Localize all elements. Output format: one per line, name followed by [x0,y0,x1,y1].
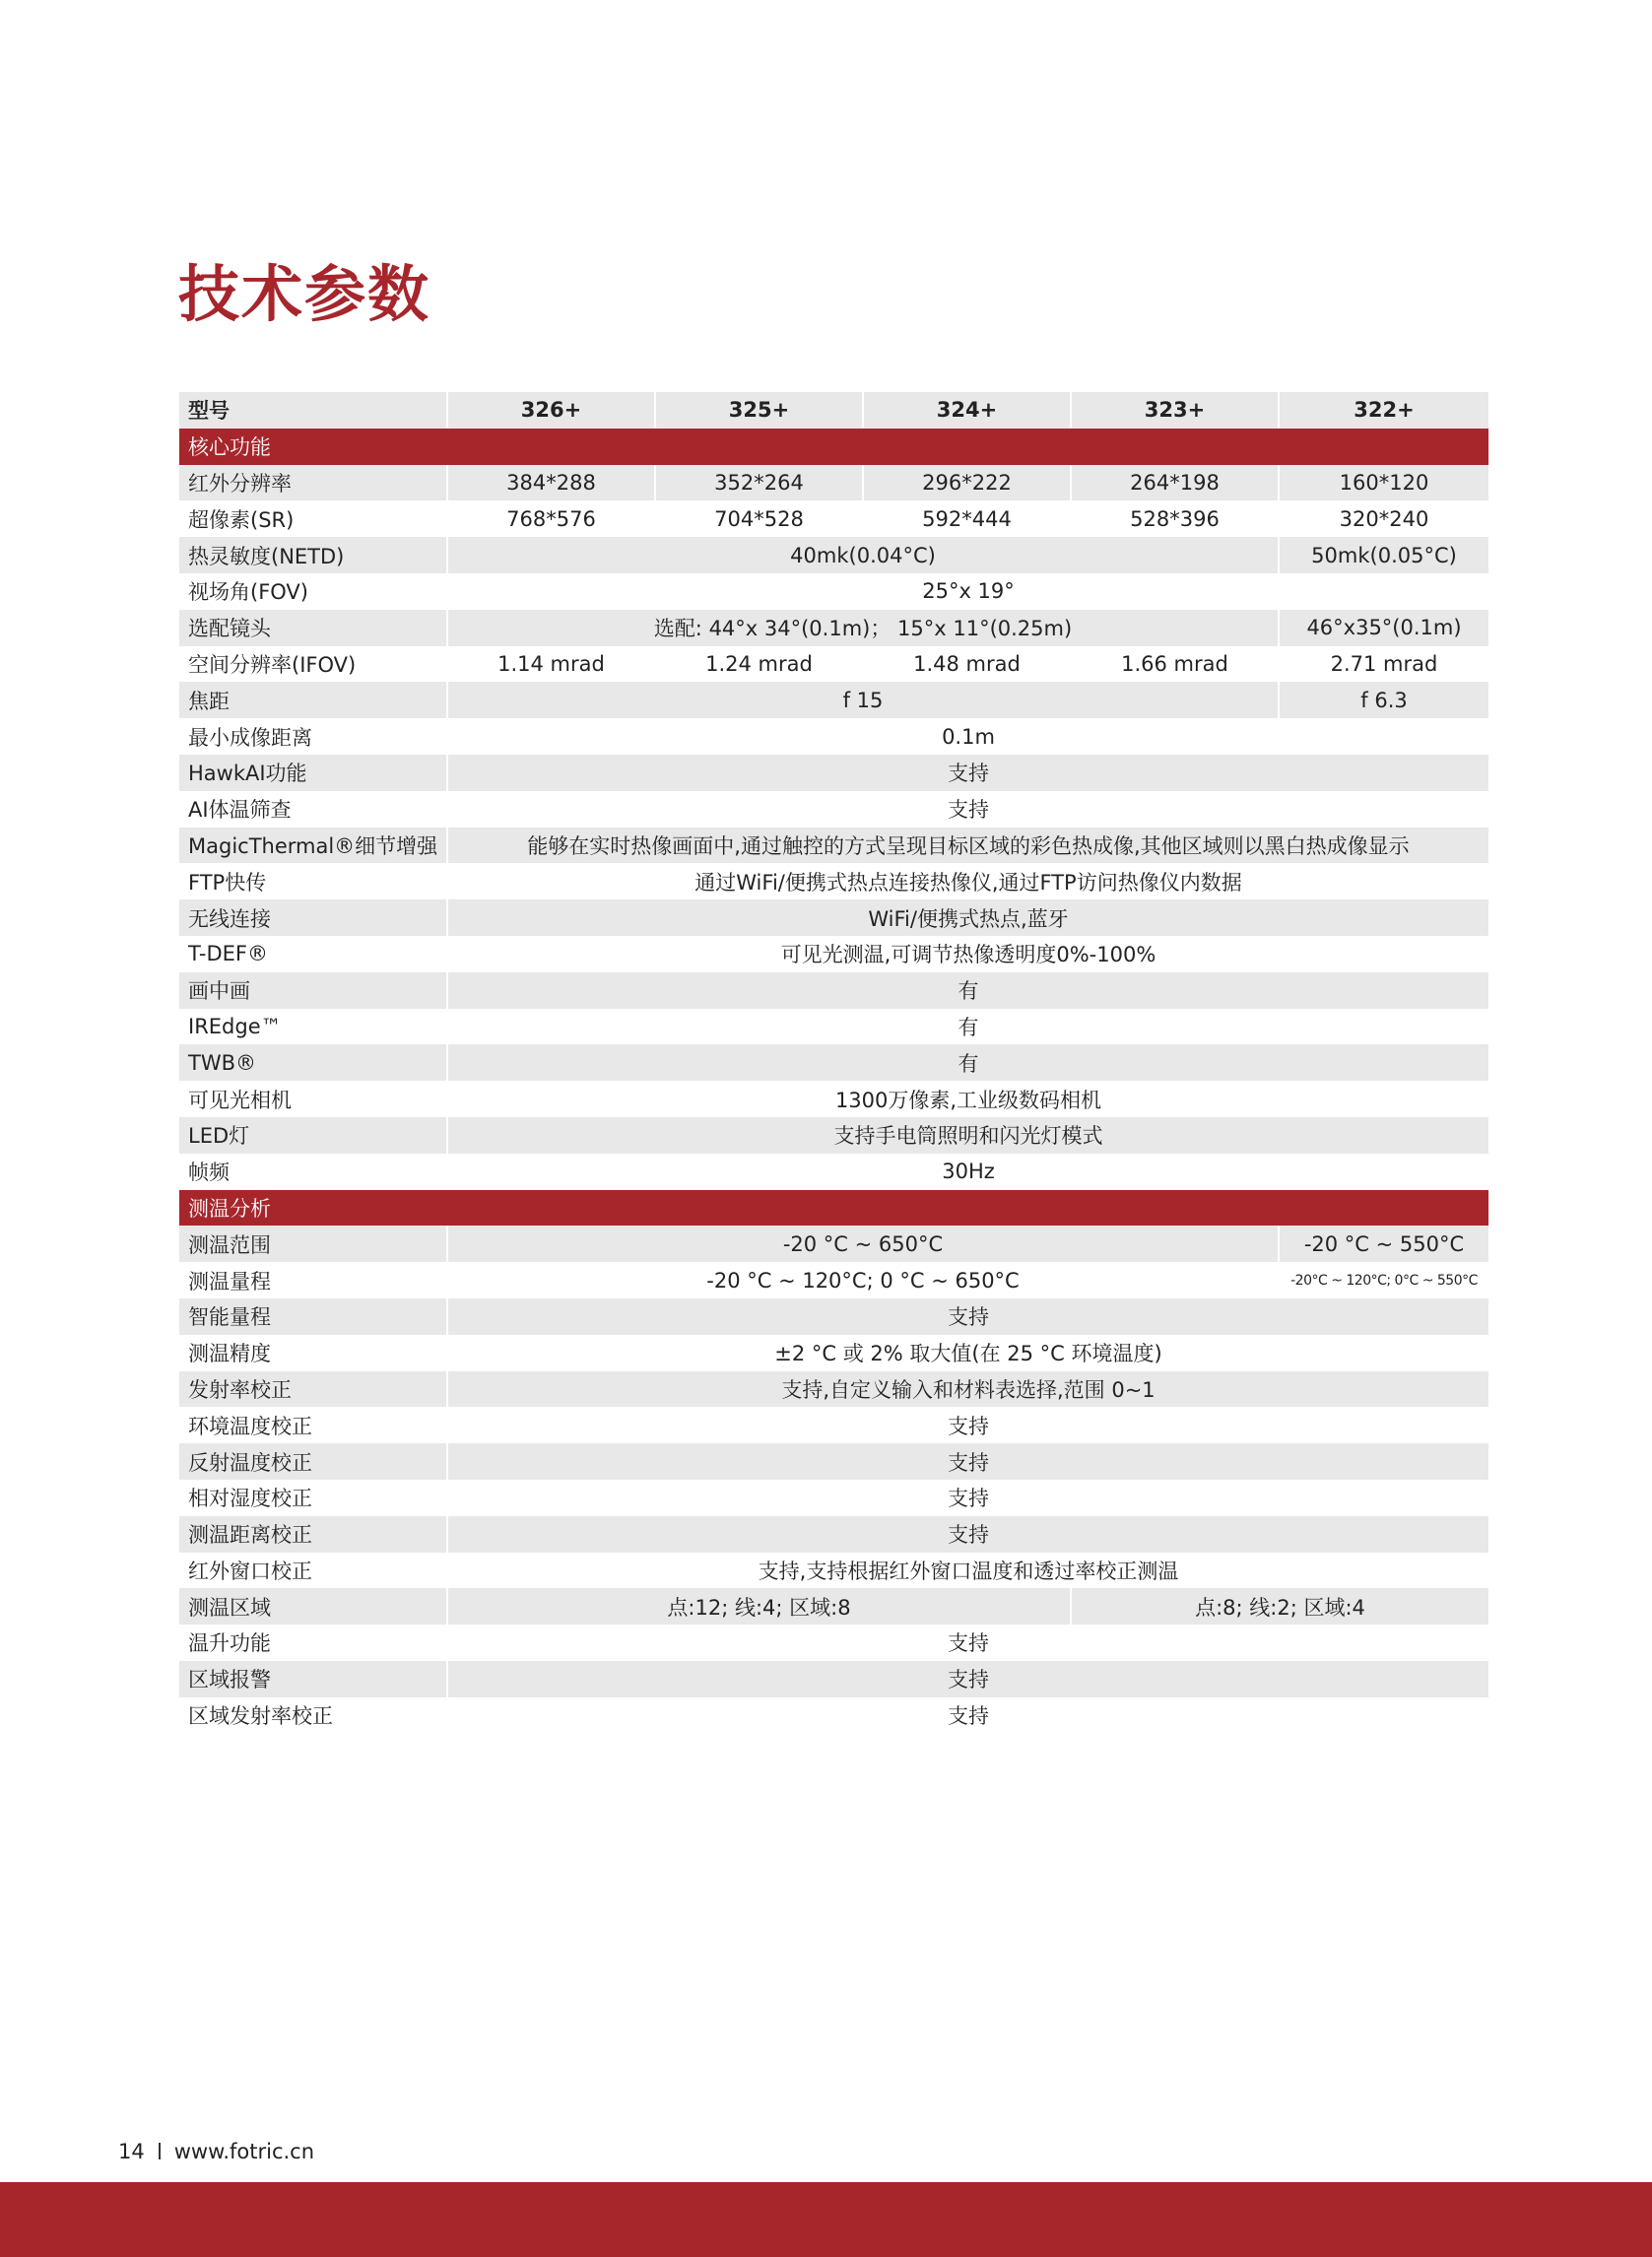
row-value: 1.14 mrad [447,646,655,683]
table-row [179,1697,1488,1734]
table-row [179,718,1488,755]
row-value: -20°C ~ 120°C; 0°C ~ 550°C [1279,1262,1488,1298]
table-row [179,1117,1488,1154]
row-value: ±2 °C 或 2% 取大值(在 25 °C 环境温度) [447,1335,1488,1371]
row-value: 通过WiFi/便携式热点连接热像仪,通过FTP访问热像仪内数据 [447,863,1488,899]
row-value: 支持 [447,1516,1488,1553]
section-title: 核心功能 [179,429,1488,465]
row-label: 超像素(SR) [188,507,295,532]
row-value: 768*576 [447,500,655,537]
row-value: 0.1m [447,718,1488,755]
row-label: LED灯 [179,1117,447,1154]
table-row [179,1081,1488,1117]
table-row [179,1480,1488,1516]
table-row [179,1371,1488,1408]
row-label: 测温范围 [179,1226,447,1262]
table-row [179,682,1488,718]
page-footer [118,2140,314,2163]
row-label: 无线连接 [179,899,447,936]
bottom-band [0,2182,1652,2257]
row-label: IREdge™ [188,1014,282,1038]
row-value: 384*288 [447,465,655,501]
spec-table [179,392,1488,1733]
row-label: 画中画 [179,972,447,1009]
page-number: 14 [118,2140,145,2163]
row-value: 1.66 mrad [1071,646,1279,683]
row-label: 红外窗口校正 [188,1559,312,1583]
table-row [179,1009,1488,1045]
row-value: 352*264 [655,465,863,501]
section-core [179,429,1488,465]
row-value: WiFi/便携式热点,蓝牙 [447,899,1488,936]
row-label: 反射温度校正 [179,1443,447,1480]
row-value: 50mk(0.05°C) [1279,537,1488,573]
row-value: 160*120 [1279,465,1488,501]
table-row [179,972,1488,1009]
row-label: 温升功能 [188,1631,271,1656]
row-label: 区域发射率校正 [188,1704,333,1729]
row-value: 支持,支持根据红外窗口温度和透过率校正测温 [447,1553,1488,1589]
row-label: 测温区域 [179,1588,447,1625]
table-row [179,1335,1488,1371]
table-row [179,537,1488,573]
row-label: 帧频 [188,1161,230,1185]
row-value: 支持 [447,755,1488,791]
table-row [179,755,1488,791]
page-title: 技术参数 [178,258,431,330]
row-label: 红外分辨率 [179,465,447,501]
table-row [179,1516,1488,1553]
table-row [179,828,1488,864]
table-row [179,1407,1488,1443]
row-label: 视场角(FOV) [188,580,308,605]
row-label: 环境温度校正 [188,1414,312,1438]
table-row [179,500,1488,537]
row-value: 支持手电筒照明和闪光灯模式 [447,1117,1488,1154]
header-row [179,392,1488,429]
row-value: 支持 [447,1661,1488,1697]
row-value: -20 °C ~ 550°C [1279,1226,1488,1262]
table-row [179,465,1488,501]
row-label: HawkAI功能 [179,755,447,791]
row-value: 30Hz [447,1154,1488,1190]
row-label: 发射率校正 [179,1371,447,1408]
table-row [179,1044,1488,1081]
section-measure [179,1190,1488,1227]
row-value: 能够在实时热像画面中,通过触控的方式呈现目标区域的彩色热成像,其他区域则以黑白热成像显示 [447,828,1488,864]
row-value: 1.48 mrad [863,646,1071,683]
row-label: T-DEF® [188,942,268,966]
row-label: 智能量程 [179,1298,447,1335]
row-value: 支持 [447,1480,1488,1516]
row-value: 选配: 44°x 34°(0.1m)； 15°x 11°(0.25m) [447,610,1279,646]
row-label: 最小成像距离 [188,725,312,750]
row-value: 46°x35°(0.1m) [1279,610,1488,646]
table-row [179,1443,1488,1480]
table-row [179,899,1488,936]
row-label: 测温距离校正 [179,1516,447,1553]
row-value: 2.71 mrad [1279,646,1488,683]
row-value: 264*198 [1071,465,1279,501]
row-value: 支持 [447,1407,1488,1443]
table-row [179,1226,1488,1262]
table-row [179,1625,1488,1661]
row-value: 25°x 19° [447,573,1488,610]
table-row [179,1154,1488,1190]
row-label: MagicThermal®细节增强 [179,828,447,864]
row-value: 1300万像素,工业级数码相机 [447,1081,1488,1117]
row-value: 有 [447,1044,1488,1081]
header-label: 型号 [179,392,447,429]
table-row [179,1553,1488,1589]
model-322: 322+ [1279,392,1488,429]
table-row [179,646,1488,683]
row-label: TWB® [179,1044,447,1081]
row-label: 测温量程 [188,1269,271,1294]
row-value: 1.24 mrad [655,646,863,683]
row-value: f 6.3 [1279,682,1488,718]
table-row [179,1661,1488,1697]
row-label: 选配镜头 [179,610,447,646]
table-row [179,791,1488,828]
row-label: 相对湿度校正 [188,1487,312,1511]
row-value: 有 [447,972,1488,1009]
model-326: 326+ [447,392,655,429]
row-label: AI体温筛查 [188,798,292,823]
row-label: 测温精度 [188,1342,271,1366]
table-row [179,863,1488,899]
row-label: 可见光相机 [188,1088,292,1112]
row-value: 支持 [447,1443,1488,1480]
row-value: 528*396 [1071,500,1279,537]
row-label: 热灵敏度(NETD) [179,537,447,573]
row-value: 320*240 [1279,500,1488,537]
model-324: 324+ [863,392,1071,429]
row-value: 点:12; 线:4; 区域:8 [447,1588,1071,1625]
table-row [179,610,1488,646]
row-value: 支持 [447,1625,1488,1661]
row-value: 可见光测温,可调节热像透明度0%-100% [447,936,1488,972]
row-value: 有 [447,1009,1488,1045]
section-title: 测温分析 [179,1190,1488,1227]
row-value: 点:8; 线:2; 区域:4 [1071,1588,1488,1625]
row-value: 支持,自定义输入和材料表选择,范围 0~1 [447,1371,1488,1408]
row-label: 焦距 [179,682,447,718]
model-325: 325+ [655,392,863,429]
row-value: 704*528 [655,500,863,537]
model-323: 323+ [1071,392,1279,429]
website-link[interactable]: www.fotric.cn [173,2140,315,2163]
table-row [179,936,1488,972]
row-value: -20 °C ~ 120°C; 0 °C ~ 650°C [447,1262,1279,1298]
row-value: 592*444 [863,500,1071,537]
row-value: 支持 [447,1298,1488,1335]
row-value: -20 °C ~ 650°C [447,1226,1279,1262]
row-label: FTP快传 [188,870,267,895]
table-row [179,573,1488,610]
footer-divider [159,2143,161,2159]
table-row [179,1298,1488,1335]
row-value: 296*222 [863,465,1071,501]
row-value: 支持 [447,791,1488,828]
row-label: 空间分辨率(IFOV) [188,652,357,677]
row-label: 区域报警 [179,1661,447,1697]
row-value: f 15 [447,682,1279,718]
row-value: 40mk(0.04°C) [447,537,1279,573]
row-value: 支持 [447,1697,1488,1734]
table-row [179,1588,1488,1625]
table-row [179,1262,1488,1298]
